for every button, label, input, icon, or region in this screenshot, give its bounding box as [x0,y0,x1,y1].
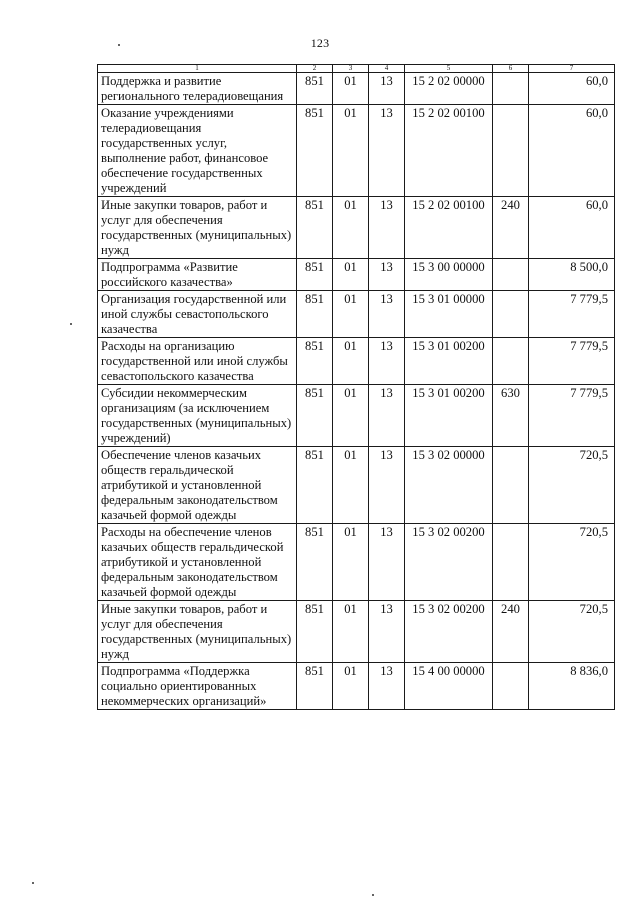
table-row [98,291,615,338]
row-vr-cell: 240 [493,197,529,259]
row-sum-cell: 7 779,5 [529,338,615,385]
header-cell: 2 [297,65,333,73]
row-sum-cell: 8 500,0 [529,259,615,291]
row-pr-cell: 13 [369,447,405,524]
row-vr-cell [493,291,529,338]
row-name-cell: Иные закупки товаров, работ и услуг для обеспечения государственных (муниципальных) нужд [98,601,297,663]
scan-speck [372,894,374,896]
row-csr-cell: 15 3 02 00200 [405,601,493,663]
row-pr-cell: 13 [369,73,405,105]
row-vr-cell: 240 [493,601,529,663]
row-gr-cell: 851 [297,385,333,447]
row-csr-cell: 15 2 02 00100 [405,197,493,259]
header-cell: 3 [333,65,369,73]
row-name-cell: Иные закупки товаров, работ и услуг для обеспечения государственных (муниципальных) нужд [98,197,297,259]
row-name-cell: Подпрограмма «Развитие российского казачества» [98,259,297,291]
row-csr-cell: 15 3 01 00200 [405,385,493,447]
row-pr-cell: 13 [369,385,405,447]
table-row [98,447,615,524]
row-vr-cell [493,105,529,197]
row-sum-cell: 60,0 [529,197,615,259]
scan-speck [118,44,120,46]
row-csr-cell: 15 3 01 00200 [405,338,493,385]
row-name-cell: Обеспечение членов казачьих обществ геральдической атрибутикой и установленной федеральным законодательством казачьей формой одежды [98,447,297,524]
table-row [98,338,615,385]
header-cell: 1 [98,65,297,73]
row-sum-cell: 720,5 [529,524,615,601]
row-name-cell: Подпрограмма «Поддержка социально ориентированных некоммерческих организаций» [98,663,297,710]
header-cell: 4 [369,65,405,73]
table-row [98,73,615,105]
scan-speck [32,882,34,884]
table-row [98,197,615,259]
row-vr-cell [493,259,529,291]
row-gr-cell: 851 [297,73,333,105]
row-csr-cell: 15 2 02 00100 [405,105,493,197]
row-gr-cell: 851 [297,601,333,663]
row-vr-cell: 630 [493,385,529,447]
row-name-cell: Поддержка и развитие регионального телерадиовещания [98,73,297,105]
row-gr-cell: 851 [297,524,333,601]
row-gr-cell: 851 [297,197,333,259]
row-name-cell: Расходы на организацию государственной или иной службы севастопольского казачества [98,338,297,385]
row-sum-cell: 7 779,5 [529,385,615,447]
header-row [98,65,615,73]
row-csr-cell: 15 3 00 00000 [405,259,493,291]
row-pr-cell: 13 [369,197,405,259]
row-gr-cell: 851 [297,291,333,338]
row-rz-cell: 01 [333,447,369,524]
row-vr-cell [493,338,529,385]
row-pr-cell: 13 [369,663,405,710]
scan-speck [70,323,72,325]
row-sum-cell: 60,0 [529,73,615,105]
header-cell: 5 [405,65,493,73]
row-pr-cell: 13 [369,524,405,601]
row-rz-cell: 01 [333,259,369,291]
row-gr-cell: 851 [297,663,333,710]
row-csr-cell: 15 3 01 00000 [405,291,493,338]
row-pr-cell: 13 [369,259,405,291]
row-csr-cell: 15 3 02 00000 [405,447,493,524]
budget-table [97,64,615,710]
row-sum-cell: 60,0 [529,105,615,197]
table-row [98,524,615,601]
row-gr-cell: 851 [297,447,333,524]
row-vr-cell [493,663,529,710]
row-gr-cell: 851 [297,338,333,385]
row-name-cell: Расходы на обеспечение членов казачьих обществ геральдической атрибутикой и установленной федеральным законодательством казачьей формой одежды [98,524,297,601]
row-sum-cell: 7 779,5 [529,291,615,338]
row-vr-cell [493,524,529,601]
row-sum-cell: 720,5 [529,601,615,663]
row-pr-cell: 13 [369,601,405,663]
table-row [98,601,615,663]
row-rz-cell: 01 [333,338,369,385]
row-vr-cell [493,73,529,105]
table-row [98,385,615,447]
row-rz-cell: 01 [333,291,369,338]
row-pr-cell: 13 [369,291,405,338]
row-csr-cell: 15 3 02 00200 [405,524,493,601]
row-sum-cell: 8 836,0 [529,663,615,710]
page-number: 123 [310,36,330,50]
row-rz-cell: 01 [333,524,369,601]
row-rz-cell: 01 [333,73,369,105]
row-rz-cell: 01 [333,105,369,197]
row-name-cell: Субсидии некоммерческим организациям (за исключением государственных (муниципальных) учреждений) [98,385,297,447]
row-name-cell: Организация государственной или иной службы севастопольского казачества [98,291,297,338]
row-sum-cell: 720,5 [529,447,615,524]
row-rz-cell: 01 [333,385,369,447]
header-cell: 6 [493,65,529,73]
row-rz-cell: 01 [333,197,369,259]
row-csr-cell: 15 4 00 00000 [405,663,493,710]
row-gr-cell: 851 [297,105,333,197]
table-row [98,105,615,197]
table-row [98,259,615,291]
row-rz-cell: 01 [333,601,369,663]
row-csr-cell: 15 2 02 00000 [405,73,493,105]
row-name-cell: Оказание учреждениями телерадиовещания государственных услуг, выполнение работ, финансовое обеспечение государственных учреждений [98,105,297,197]
row-pr-cell: 13 [369,338,405,385]
row-vr-cell [493,447,529,524]
row-rz-cell: 01 [333,663,369,710]
row-pr-cell: 13 [369,105,405,197]
table-row [98,663,615,710]
header-cell: 7 [529,65,615,73]
row-gr-cell: 851 [297,259,333,291]
